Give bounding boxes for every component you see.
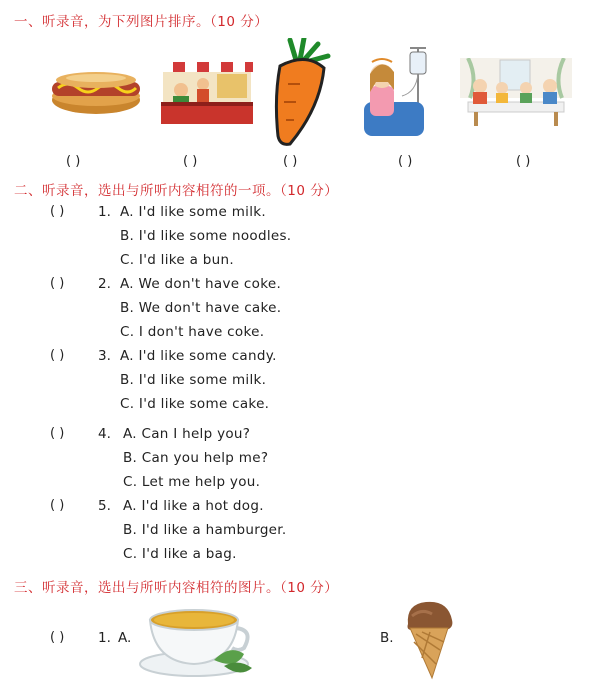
option-c: C. Let me help you. [123, 474, 261, 490]
question-number: 3. [98, 348, 111, 364]
option-c: C. I'd like a bun. [120, 252, 234, 268]
option-a: A. I'd like some candy. [120, 348, 277, 364]
option-a: A. I'd like some milk. [120, 204, 266, 220]
option-c: C. I'd like some cake. [120, 396, 270, 412]
question-number: 2. [98, 276, 111, 292]
section-3-heading: 三、听录音，选出与所听内容相符的图片。（10 分） [14, 580, 339, 596]
answer-bracket[interactable]: ( ) [50, 498, 65, 513]
family-dinner-icon [460, 58, 572, 132]
food-stall-icon [157, 60, 257, 134]
question-number: 1. [98, 204, 111, 220]
question-number: 4. [98, 426, 111, 442]
option-a: A. We don't have coke. [120, 276, 282, 292]
tea-cup-icon [138, 600, 258, 684]
option-a: A. Can I help you? [123, 426, 251, 442]
section-2-heading: 二、听录音，选出与所听内容相符的一项。（10 分） [14, 183, 339, 199]
answer-bracket[interactable]: ( ) [516, 154, 531, 169]
section-1-heading: 一、听录音，为下列图片排序。（10 分） [14, 14, 269, 30]
carrot-icon [266, 38, 338, 152]
option-b: B. I'd like some milk. [120, 372, 267, 388]
option-c: C. I'd like a bag. [123, 546, 237, 562]
option-b: B. I'd like a hamburger. [123, 522, 287, 538]
answer-bracket[interactable]: ( ) [50, 276, 65, 291]
option-c: C. I don't have coke. [120, 324, 265, 340]
answer-bracket[interactable]: ( ) [50, 426, 65, 441]
answer-bracket[interactable]: ( ) [283, 154, 298, 169]
answer-bracket[interactable]: ( ) [50, 630, 65, 645]
option-a: A. I'd like a hot dog. [123, 498, 264, 514]
option-b: B. I'd like some noodles. [120, 228, 292, 244]
ice-cream-cone-icon [402, 598, 458, 684]
hotdog-icon [48, 62, 144, 122]
sick-girl-icon [356, 42, 446, 146]
answer-bracket[interactable]: ( ) [66, 154, 81, 169]
answer-bracket[interactable]: ( ) [50, 348, 65, 363]
option-b: B. Can you help me? [123, 450, 269, 466]
question-number: 1. [98, 630, 111, 646]
option-a-label: A. [118, 630, 132, 646]
question-number: 5. [98, 498, 111, 514]
option-b: B. We don't have cake. [120, 300, 282, 316]
answer-bracket[interactable]: ( ) [50, 204, 65, 219]
option-b-label: B. [380, 630, 394, 646]
answer-bracket[interactable]: ( ) [398, 154, 413, 169]
answer-bracket[interactable]: ( ) [183, 154, 198, 169]
